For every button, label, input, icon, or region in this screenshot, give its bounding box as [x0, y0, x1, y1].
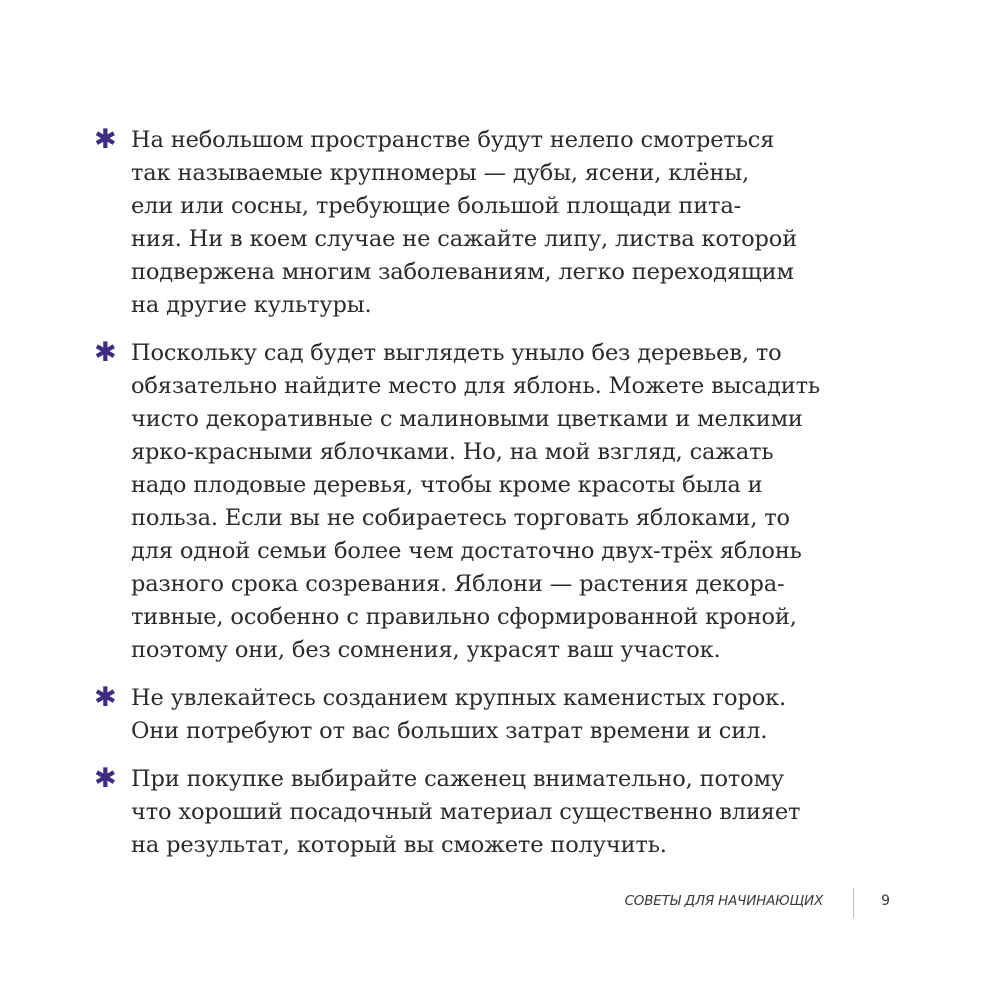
list-item-text-line: Они потребуют от вас больших затрат времени и сил. — [131, 718, 768, 744]
list-item-text-line: для одной семьи более чем достаточно двух-трёх яблонь — [131, 538, 802, 564]
list-item-text-line: так называемые крупномеры — дубы, ясени, клёны, — [131, 160, 750, 186]
asterisk-bullet-icon: ✱ — [94, 763, 117, 794]
list-item-text-line: чисто декоративные с малиновыми цветками и мелкими — [131, 406, 803, 432]
list-item-text-line: поэтому они, без сомнения, украсят ваш участок. — [131, 637, 721, 663]
asterisk-bullet-icon: ✱ — [94, 337, 117, 368]
page-number: 9 — [881, 893, 890, 909]
list-item — [94, 763, 874, 862]
list-item-text-line: ния. Ни в коем случае не сажайте липу, листва которой — [131, 226, 798, 252]
list-item-text-line: При покупке выбирайте саженец внимательно, потому — [131, 766, 785, 792]
list-item-text-line: тивные, особенно с правильно сформированной кроной, — [131, 604, 797, 630]
list-item-text-line: ели или сосны, требующие большой площади пита- — [131, 193, 742, 219]
list-item — [94, 682, 874, 748]
asterisk-bullet-icon: ✱ — [94, 682, 117, 713]
list-item-text-line: ярко-красными яблочками. Но, на мой взгляд, сажать — [131, 439, 774, 465]
running-section-title: СОВЕТЫ ДЛЯ НАЧИНАЮЩИХ — [624, 893, 823, 909]
list-item-text-line: разного срока созревания. Яблони — растения декора- — [131, 571, 785, 597]
list-item-text-line: подвержена многим заболеваниям, легко переходящим — [131, 259, 794, 285]
page-footer — [560, 888, 890, 920]
list-item-text-line: что хороший посадочный материал существенно влияет — [131, 799, 801, 825]
asterisk-bullet-icon: ✱ — [94, 124, 117, 155]
footer-divider — [853, 888, 854, 918]
list-item-text-line: на результат, который вы сможете получить. — [131, 832, 667, 858]
bullet-list — [94, 124, 874, 877]
list-item-text-line: Поскольку сад будет выглядеть уныло без деревьев, то — [131, 340, 782, 366]
list-item — [94, 124, 874, 322]
list-item-text-line: на другие культуры. — [131, 292, 372, 318]
list-item-text-line: надо плодовые деревья, чтобы кроме красоты была и — [131, 472, 763, 498]
list-item-text-line: обязательно найдите место для яблонь. Можете высадить — [131, 373, 821, 399]
list-item-text-line: польза. Если вы не собираетесь торговать яблоками, то — [131, 505, 790, 531]
list-item-text-line: Не увлекайтесь созданием крупных каменистых горок. — [131, 685, 787, 711]
list-item-text-line: На небольшом пространстве будут нелепо смотреться — [131, 127, 775, 153]
list-item — [94, 337, 874, 667]
